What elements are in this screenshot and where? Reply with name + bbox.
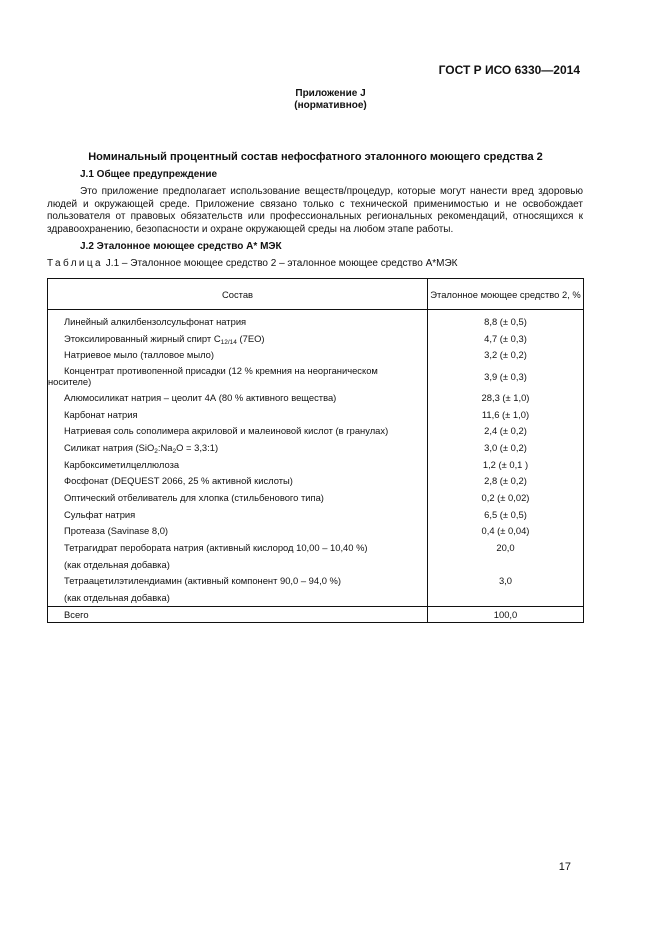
row-name: [48, 330, 428, 347]
section-j1-text: Это приложение предполагает использование веществ/процедур, которые могут нанести вред здоровью людей и окружающей среде. Приложение связано только с технической применимостью и не освобождает пользователя от правовых обязательств или профессиональных региональных рекомендаций, относящихся к здравоохранению, безопасности и охране окружающей среды на любом этапе работы.: [47, 186, 583, 235]
table-row: [48, 589, 584, 606]
row-value: 20,0: [428, 539, 584, 556]
table-row: [48, 389, 584, 406]
row-name: (как отдельная добавка): [48, 589, 428, 606]
table-caption-word: Таблица: [47, 258, 104, 269]
table-caption: [47, 258, 458, 269]
row-value: 2,8 (± 0,2): [428, 473, 584, 490]
annex-title: Приложение J: [295, 88, 366, 99]
table-row: [48, 506, 584, 523]
row-name: Карбонат натрия: [48, 406, 428, 423]
row-name: Протеаза (Savinase 8,0): [48, 523, 428, 540]
table-header-row: [48, 279, 584, 310]
row-value: [428, 556, 584, 573]
table-total-row: [48, 607, 584, 623]
row-value: 1,2 (± 0,1 ): [428, 456, 584, 473]
row-name: Натриевая соль сополимера акриловой и малеиновой кислот (в гранулах): [48, 422, 428, 439]
row-name-part: :Na: [157, 441, 173, 453]
row-value: 2,4 (± 0,2): [428, 422, 584, 439]
table-row: [48, 346, 584, 363]
row-value: 11,6 (± 1,0): [428, 406, 584, 423]
row-name-main: Этоксилированный жирный спирт C: [64, 332, 221, 344]
document-code: ГОСТ Р ИСО 6330—2014: [438, 63, 580, 77]
row-value: 4,7 (± 0,3): [428, 330, 584, 347]
table-row: [48, 489, 584, 506]
row-value: 3,9 (± 0,3): [428, 363, 584, 389]
row-value: [428, 589, 584, 606]
row-value: 0,4 (± 0,04): [428, 523, 584, 540]
main-title: Номинальный процентный состав нефосфатного эталонного моющего средства 2: [88, 151, 543, 163]
row-value: 3,0 (± 0,2): [428, 439, 584, 456]
table-row: [48, 523, 584, 540]
annex-heading: [0, 88, 661, 112]
row-name: Тетрагидрат перобората натрия (активный кислород 10,00 – 10,40 %): [48, 539, 428, 556]
row-name-subscript: 2: [172, 447, 177, 455]
row-value: 6,5 (± 0,5): [428, 506, 584, 523]
row-name: Оптический отбеливатель для хлопка (стильбенового типа): [48, 489, 428, 506]
row-name: Фосфонат (DEQUEST 2066, 25 % активной кислоты): [48, 473, 428, 490]
row-name-part: Силикат натрия (SiO: [64, 441, 155, 453]
table-row: [48, 539, 584, 556]
table-row: [48, 439, 584, 456]
row-name: Линейный алкилбензолсульфонат натрия: [48, 310, 428, 330]
row-name: Карбоксиметилцеллюлоза: [48, 456, 428, 473]
row-name: [48, 439, 428, 456]
row-name: Натриевое мыло (талловое мыло): [48, 346, 428, 363]
total-label: Всего: [48, 607, 428, 623]
section-j1-title: J.1 Общее предупреждение: [80, 169, 218, 180]
row-name-line1: Концентрат противопенной присадки (12 % кремния на неорганическом: [64, 365, 378, 377]
table-row: [48, 456, 584, 473]
annex-status: (нормативное): [294, 100, 367, 111]
table-row: [48, 473, 584, 490]
table-row: [48, 363, 584, 389]
table-row: [48, 422, 584, 439]
table-row: [48, 330, 584, 347]
row-name: Тетраацетилэтилендиамин (активный компонент 90,0 – 94,0 %): [48, 573, 428, 590]
table-row: [48, 556, 584, 573]
composition-table: [47, 278, 584, 623]
row-name: Сульфат натрия: [48, 506, 428, 523]
table-caption-text: J.1 – Эталонное моющее средство 2 – эталонное моющее средство А*МЭК: [105, 258, 458, 269]
row-name-line2: носителе): [48, 376, 92, 388]
page-number: 17: [558, 861, 571, 873]
row-name-tail: (7EO): [236, 332, 265, 344]
row-name-part: O = 3,3:1): [176, 441, 219, 453]
row-name: Алюмосиликат натрия – цеолит 4А (80 % активного вещества): [48, 389, 428, 406]
row-value: 3,0: [428, 573, 584, 590]
row-name-subscript: 12/14: [220, 338, 237, 346]
total-value: 100,0: [428, 607, 584, 623]
row-name: [48, 363, 428, 389]
table-row: [48, 573, 584, 590]
table-row: [48, 406, 584, 423]
header-composition: Состав: [48, 279, 428, 310]
row-value: 3,2 (± 0,2): [428, 346, 584, 363]
section-j2-title: J.2 Эталонное моющее средство А* МЭК: [80, 241, 282, 252]
row-name: (как отдельная добавка): [48, 556, 428, 573]
row-value: 8,8 (± 0,5): [428, 310, 584, 330]
row-value: 28,3 (± 1,0): [428, 389, 584, 406]
table-row: [48, 310, 584, 330]
header-percent: Эталонное моющее средство 2, %: [428, 279, 584, 310]
row-value: 0,2 (± 0,02): [428, 489, 584, 506]
row-name-subscript: 2: [154, 447, 158, 455]
